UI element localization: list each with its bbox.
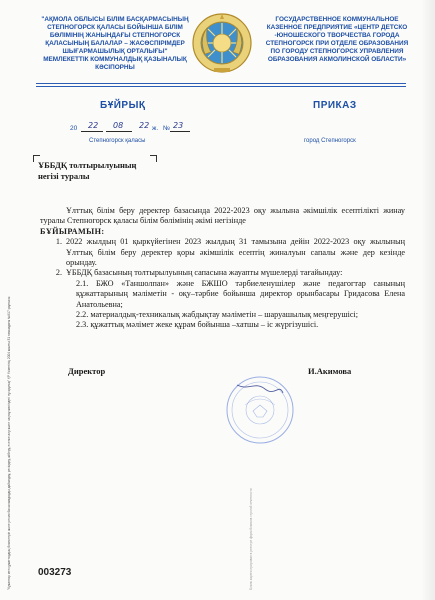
state-emblem-icon (191, 10, 253, 76)
margin-note-watermark: Бланк зарегистрирован в реестре форм бланков строгой отчетности (249, 488, 253, 590)
city-kz: Степногорск қаласы (89, 138, 146, 144)
order-item-1 (40, 237, 405, 268)
number-sign: № (163, 125, 170, 132)
document-title-kz: БҰЙРЫҚ (100, 100, 146, 111)
date-year-prefix: 20 (70, 125, 78, 132)
signature-role: Директор (68, 366, 106, 376)
signature-name: И.Акимова (308, 366, 352, 376)
order-subitem-2-2: 2.2. материалдық-техникалық жабдықтау мәліметін – шаруашылық меңгерушісі; (76, 310, 359, 320)
order-item-1-text: 2022 жылдың 01 қыркүйегінен 2023 жылдың 31 тамызына дейін 2022-2023 оқу жылының Ұлттық білім беру деректер қоры әкімшілік есептің жиналуын сапалы және дер кезінде орындау. (66, 237, 405, 268)
intro-paragraph: Ұлттық білім беру деректер базасында 2022-2023 оқу жылына әкімшілік есептілікті жинау туралы Степногорск қаласы білім бөлімінің әкімі негізінде (40, 206, 405, 226)
header-org-ru: ГОСУДАРСТВЕННОЕ КОММУНАЛЬНОЕ КАЗЕННОЕ ПРЕДПРИЯТИЕ «ЦЕНТР ДЕТСКО -ЮНОШЕСКОГО ТВОРЧЕСТВА ГОРОДА СТЕПНОГОРСК ПРИ ОТДЕЛЕ ОБРАЗОВАНИЯ ПО ГОРОДУ СТЕПНОГОРСК УПРАВЛЕНИЯ ОБРАЗОВАНИЯ АКМОЛИНСКОЙ ОБЛАСТИ» (265, 16, 409, 63)
city-ru: город Степногорск (304, 138, 356, 144)
date-month-underline (106, 131, 132, 132)
header-divider-top (36, 83, 406, 84)
subject-line-2: негізі туралы (38, 171, 90, 181)
order-body (40, 206, 405, 331)
date-day-underline (81, 131, 103, 132)
order-item-2-number: 2. (55, 268, 62, 278)
number-underline (170, 131, 190, 132)
order-item-1-number: 1. (55, 237, 62, 247)
header-org-kz: "АҚМОЛА ОБЛЫСЫ БІЛІМ БАСҚАРМАСЫНЫҢ СТЕПНОГОРСК ҚАЛАСЫ БОЙЫНША БІЛІМ БӨЛІМІНІҢ ЖАНЫНДАҒЫ СТЕПНОГОРСК ҚАЛАСЫНЫҢ БАЛАЛАР – ЖАСӨСПІРІМДЕР ШЫҒАРМАШЫЛЫҚ ОРТАЛЫҒЫ" МЕМЛЕКЕТТІК КОММУНАЛДЫҚ ҚАЗЫНАЛЫҚ КӘСІПОРНЫ (41, 16, 189, 71)
document-title-ru: ПРИКАЗ (313, 100, 357, 111)
document-number: 23 (173, 121, 184, 130)
order-subitem-2-1: 2.1. БЖО «Таншолпан» және БЖШО тәрбиеленушілер және педагогтар санының құжаттарының мәліметін - оқу–тәрбие бойынша директор орынбасары Гридасова Елена Анатольевна; (76, 278, 405, 309)
official-stamp-icon (225, 375, 295, 445)
order-item-2 (40, 268, 405, 278)
margin-note-left: "Кұжаттар мен құжаттардың бланктерін және ресми басылымдарды дайындау, ресімдеу, жіберу, есепке алу және сақтау жөніндегі нұсқаулық" ҚР Үкіметінің 2004 жылғы 31 тамыздағы №917 қаулысы (7, 296, 11, 590)
scan-edge-shadow (421, 0, 435, 600)
date-day: 22 (88, 121, 99, 130)
subject-block (38, 160, 158, 182)
date-year-word: ж. (152, 125, 159, 132)
form-serial-number: 003273 (38, 567, 72, 578)
order-subitem-2-3: 2.3. құжаттық мәлімет жеке құрам бойынша –хатшы – іс жүргізушісі. (76, 320, 319, 330)
subject-line-1: ҰББДҚ толтырылуының (38, 160, 137, 170)
order-word: БҰЙЫРАМЫН: (40, 226, 105, 236)
date-year: 22 (139, 121, 150, 130)
order-item-2-text: ҰББДҚ базасының толтырылуының сапасына жауапты мүшелерді тағайындау: (66, 268, 343, 278)
header-divider-bottom (36, 86, 406, 87)
date-month: 08 (113, 121, 124, 130)
date-number-line (70, 120, 190, 134)
